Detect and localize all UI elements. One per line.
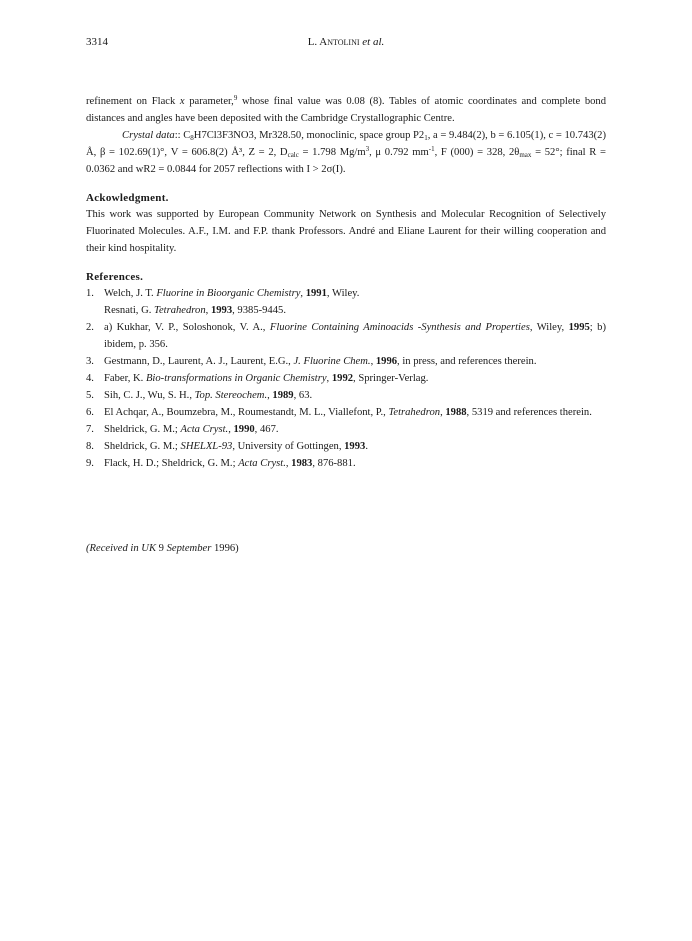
reference-item: 9. Flack, H. D.; Sheldrick, G. M.; Acta Cryst., 1983, 876-881. (86, 458, 356, 469)
reference-item: 3. Gestmann, D., Laurent, A. J., Laurent, E.G., J. Fluorine Chem., 1996, in press, and references therein. (86, 356, 537, 367)
intro-paragraph: refinement on Flack x parameter,$^9$ whose final value was 0.08 (8). Tables of atomic coordinates and complete bond distances and angles have been deposited with the Cambridge Crystallographic Centre. (86, 94, 607, 124)
page-body (86, 93, 606, 472)
reference-item: 1. Welch, J. T. Fluorine in Bioorganic Chemistry, 1991, Wiley. Resnati, G. Tetrahedron, 1993, 9385-9445. (86, 288, 360, 316)
running-title (86, 36, 606, 48)
ack-paragraph: This work was supported by European Community Network on Synthesis and Molecular Recognition of Selectively Fluorinated Molecules. A.F., I.M. and F.P. thank Professors. André and Eliane Laurent for their willing cooperation and their kind hospitality. (86, 209, 606, 254)
et-al: et al. (362, 36, 385, 48)
reference-item: 8. Sheldrick, G. M.; SHELXL-93, University of Gottingen, 1993. (86, 441, 368, 452)
author-name: L. Antolini (307, 36, 360, 48)
references-list (86, 285, 606, 472)
reference-item: 5. Sih, C. J., Wu, S. H., Top. Stereochem., 1989, 63. (86, 390, 313, 401)
received-note: (Received in UK 9 September 1996) (86, 543, 239, 554)
reference-item: 4. Faber, K. Bio-transformations in Organic Chemistry, 1992, Springer-Verlag. (86, 373, 429, 384)
crystal-data-paragraph: Crystal data:: $C_8H7Cl3F3NO3$, Mr328.50, monoclinic, space group $P2_1$, a = 9.484(2), b = 6.105(1), c = 10.743(2) Å, β = 102.69(1)°, V = 606.8(2) Å³, Z = 2, $D_{calc} = 1.798$ $Mg/m^3$, μ 0.792 $mm^{-1}$, F (000) = 328, $2\theta_{max} = 52^\circ$; final R = 0.0362 and wR2 = 0.0844 for 2057 reflections with I > 2σ(I). (86, 130, 606, 175)
reference-item: 7. Sheldrick, G. M.; Acta Cryst., 1990, 467. (86, 424, 279, 435)
references-heading: References. (86, 271, 144, 283)
running-header (86, 36, 606, 52)
reference-item: 6. El Achqar, A., Boumzebra, M., Roumestandt, M. L., Viallefont, P., Tetrahedron, 1988, 5319 and references therein. (86, 407, 592, 418)
reference-item: 2. a) Kukhar, V. P., Soloshonok, V. A., Fluorine Containing Aminoacids -Synthesis and Properties, Wiley, 1995; b) ibidem, p. 356. (86, 322, 606, 350)
page-number: 3314 (86, 36, 108, 48)
ack-heading: Ackowledgment. (86, 192, 169, 204)
